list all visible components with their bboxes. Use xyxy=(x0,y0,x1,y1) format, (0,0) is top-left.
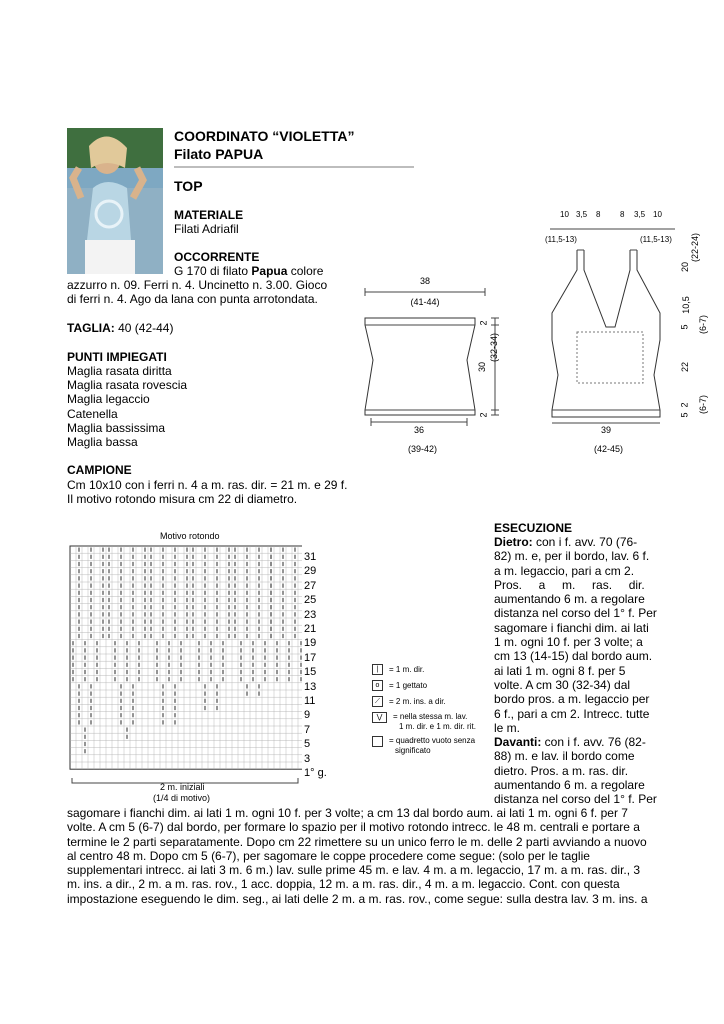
paragraph-line: termine le 2 parti separatamente. Dopo cm 22 rimettere su un unico ferro le m. delle 2 parti avviando a nuovo xyxy=(67,834,647,849)
chart-row-label: 15 xyxy=(304,666,317,679)
davanti-label: Davanti: xyxy=(494,735,542,750)
chart-bottom-label1: 2 m. iniziali xyxy=(160,782,205,792)
occorrente-line3: di ferri n. 4. Ago da lana con punta arrotondata. xyxy=(67,292,318,306)
section-heading: TOP xyxy=(174,178,203,194)
esecuzione-line: dietro. Pros. a m. ras. dir. xyxy=(494,763,629,778)
legend-text xyxy=(393,712,476,732)
esecuzione-heading: ESECUZIONE xyxy=(494,521,573,535)
esecuzione-text: con i f. avv. 76 (82- xyxy=(541,735,646,750)
chart-bottom-label2: (1/4 di motivo) xyxy=(153,793,211,803)
esecuzione-line: sagomare i fianchi dim. ai lati xyxy=(494,620,649,635)
occorrente-yarn: Papua xyxy=(251,264,288,278)
front-top-label: 3,5 xyxy=(634,210,646,219)
front-top-label: 8 xyxy=(620,210,625,219)
occorrente-line1-c: colore xyxy=(287,264,324,278)
front-side-label: 22 xyxy=(680,361,691,373)
model-photo xyxy=(67,128,163,274)
taglia-label: TAGLIA: xyxy=(67,321,115,335)
legend-text-line: significato xyxy=(395,746,431,755)
back-height-mid-alt: (32-34) xyxy=(489,332,499,362)
punti-item: Maglia legaccio xyxy=(67,392,150,407)
materiale-heading: MATERIALE xyxy=(174,208,244,222)
punti-item: Maglia rasata diritta xyxy=(67,364,172,378)
esecuzione-line: aumentando 6 m. a regolare xyxy=(494,778,645,793)
increase-icon: ⋁ xyxy=(372,712,387,723)
front-bottom-width: 39 xyxy=(600,425,612,435)
front-top-label: 10 xyxy=(653,210,662,219)
esecuzione-line: ai lati 1 m. ogni 8 f. per 5 xyxy=(494,663,626,678)
punti-item: Maglia rasata rovescia xyxy=(67,378,188,393)
legend-text-line: = nella stessa m. lav. xyxy=(393,712,468,721)
yarn-over-icon: o xyxy=(372,680,383,691)
esecuzione-line: 6 f., pari a cm 2. Intrecc. tutte xyxy=(494,706,650,721)
front-side-alt: (22-24) xyxy=(690,232,700,262)
knit-stitch-icon: | xyxy=(372,664,383,675)
campione-line2: Il motivo rotondo misura cm 22 di diametro. xyxy=(67,492,298,506)
back-top-width: 38 xyxy=(419,276,431,286)
front-side-label: 5 xyxy=(679,412,690,418)
back-height-top: 2 xyxy=(478,320,489,326)
occorrente-heading: OCCORRENTE xyxy=(174,250,260,264)
title-line1: COORDINATO “VIOLETTA” xyxy=(174,128,355,144)
punti-list xyxy=(67,364,187,449)
legend-item xyxy=(372,736,476,756)
back-top-width-alt: (41-44) xyxy=(410,297,440,307)
chart-row-label: 29 xyxy=(304,565,317,578)
esecuzione-line: volte. A cm 30 (32-34) dal xyxy=(494,677,631,692)
legend-text xyxy=(389,736,475,756)
materiale-text: Filati Adriafil xyxy=(174,222,239,236)
esecuzione-line xyxy=(494,535,658,549)
front-side-label: 20 xyxy=(680,261,691,273)
chart-row-label: 31 xyxy=(304,551,317,563)
front-side-label: 2 xyxy=(679,402,690,408)
front-top-alt-left: (11,5-13) xyxy=(545,235,577,244)
chart-row-label: 7 xyxy=(304,723,311,736)
chart-row-label: 23 xyxy=(304,608,317,621)
legend-text-line: 1 m. dir. e 1 m. dir. rit. xyxy=(399,722,476,731)
front-top-label: 8 xyxy=(596,210,601,219)
front-top-alt-right: (11,5-13) xyxy=(640,235,672,244)
chart-row-label: 27 xyxy=(304,579,317,592)
esecuzione-line: Pros. a m. ras. dir. xyxy=(494,577,645,592)
legend-text-line: = quadretto vuoto senza xyxy=(389,736,476,745)
front-top-label: 3,5 xyxy=(576,210,588,219)
legend-item xyxy=(372,712,476,732)
back-height-mid: 30 xyxy=(477,361,488,373)
chart-legend xyxy=(372,664,476,756)
title-rule xyxy=(174,166,414,168)
taglia-value: 40 (42-44) xyxy=(114,321,174,335)
esecuzione-line: aumentando 6 m. a regolare xyxy=(494,592,645,607)
esecuzione-line: 88) m. e lav. il bordo come xyxy=(494,749,635,764)
front-side-label: 5 xyxy=(679,324,690,330)
chart-row-label: 1° g. xyxy=(304,767,327,780)
back-bottom-width: 36 xyxy=(413,425,425,435)
esecuzione-line: a m. legaccio, pari a cm 2. xyxy=(494,563,635,578)
legend-item xyxy=(372,696,476,707)
front-side-label: 10,5 xyxy=(680,296,691,314)
esecuzione-text: con i f. avv. 70 (76- xyxy=(532,535,638,549)
chart-row-label: 11 xyxy=(304,695,316,708)
front-bottom-width-alt: (42-45) xyxy=(594,444,624,454)
chart-row-label: 25 xyxy=(304,594,317,607)
paragraph-line: impostazione eseguendo le dim. seg., ai lati delle 2 m. a m. ras. rov., come segue: sulla destra lav. 3 m. ins. a xyxy=(67,891,648,906)
esecuzione-line: distanza nel corso del 1° f. Per xyxy=(494,792,657,807)
paragraph-line: sagomare i fianchi dim. ai lati 1 m. ogni 10 f. per 3 volte; a cm 13 dal bordo aum. ai lati 1 m. ogni 6 f. per 7 xyxy=(67,806,628,820)
paragraph-line: volte. A cm 5 (6-7) dal bordo, per formare lo spazio per il motivo rotondo intrecc. le 48 m. centrali e portare a xyxy=(67,820,640,835)
occorrente-line1 xyxy=(174,264,342,278)
taglia xyxy=(67,321,173,335)
chart-frame xyxy=(70,546,302,769)
esecuzione-line: 1 m. ogni 10 f. per 3 volte; a xyxy=(494,635,643,650)
esecuzione-column xyxy=(494,535,658,807)
esecuzione-line: le m. xyxy=(494,720,521,735)
occorrente-line2: azzurro n. 09. Ferri n. 4. Uncinetto n. 3.00. Gioco xyxy=(67,278,328,292)
back-height-bottom: 2 xyxy=(478,412,489,418)
campione-heading: CAMPIONE xyxy=(67,463,132,477)
back-bottom-width-alt: (39-42) xyxy=(408,444,438,454)
model-photo-illustration xyxy=(67,128,163,274)
legend-text: = 2 m. ins. a dir. xyxy=(389,696,446,706)
chart-row-label: 17 xyxy=(304,651,317,664)
stitch-chart xyxy=(66,544,302,776)
chart-row-labels xyxy=(304,550,327,781)
chart-title: Motivo rotondo xyxy=(160,531,220,541)
front-top-label: 10 xyxy=(560,210,569,219)
punti-item: Maglia bassa xyxy=(67,435,138,450)
legend-text: = 1 gettato xyxy=(389,680,428,690)
back-schematic xyxy=(355,270,505,435)
esecuzione-line: cm 13 (14-15) dal bordo aum. xyxy=(494,649,653,664)
campione-line1: Cm 10x10 con i ferri n. 4 a m. ras. dir. = 21 m. e 29 f. xyxy=(67,478,348,492)
legend-text: = 1 m. dir. xyxy=(389,664,425,674)
esecuzione-line: distanza nel corso del 1° f. Per xyxy=(494,606,657,621)
dietro-label: Dietro: xyxy=(494,535,533,549)
chart-row-label: 9 xyxy=(304,709,311,722)
esecuzione-line xyxy=(494,735,658,749)
paragraph-line: supplementari intrecc. ai lati 3 m. 6 m.) lav. sulle prime 45 m. e lav. 4 m. a m. legaccio, 17 m. a m. ras. dir., 3 xyxy=(67,863,641,878)
chart-row-label: 13 xyxy=(304,680,317,693)
esecuzione-line: 82) m. e, per il bordo, lav. 6 f. xyxy=(494,549,650,564)
punti-item: Catenella xyxy=(67,406,118,421)
chart-row-label: 5 xyxy=(304,738,311,751)
paragraph-line: al centro 48 m. Dopo cm 5 (6-7), per sagomare le coppe procedere come segue: (solo per le taglie xyxy=(67,848,590,863)
k2tog-icon: ⟋ xyxy=(372,696,383,707)
title-line2: Filato PAPUA xyxy=(174,146,264,162)
chart-row-label: 21 xyxy=(304,623,317,636)
esecuzione-full-paragraph xyxy=(67,806,657,906)
front-side-alt: (6-7) xyxy=(698,314,708,334)
chart-row-label: 19 xyxy=(304,637,317,650)
occorrente-line1-a: G 170 di filato xyxy=(174,264,252,278)
chart-row-label: 3 xyxy=(304,752,311,765)
punti-heading: PUNTI IMPIEGATI xyxy=(67,350,167,364)
paragraph-line: m. ins. a dir., 2 m. a m. ras. rov., 1 acc. doppia, 12 m. a m. ras. dir., 4 m. a m. legaccio. Cont. con questa xyxy=(67,877,620,892)
legend-item xyxy=(372,664,476,675)
empty-square-icon xyxy=(372,736,383,747)
front-side-alt: (6-7) xyxy=(698,394,708,414)
legend-item xyxy=(372,680,476,691)
punti-item: Maglia bassissima xyxy=(67,420,166,435)
esecuzione-line: bordo pros. a m. legaccio per xyxy=(494,692,650,707)
